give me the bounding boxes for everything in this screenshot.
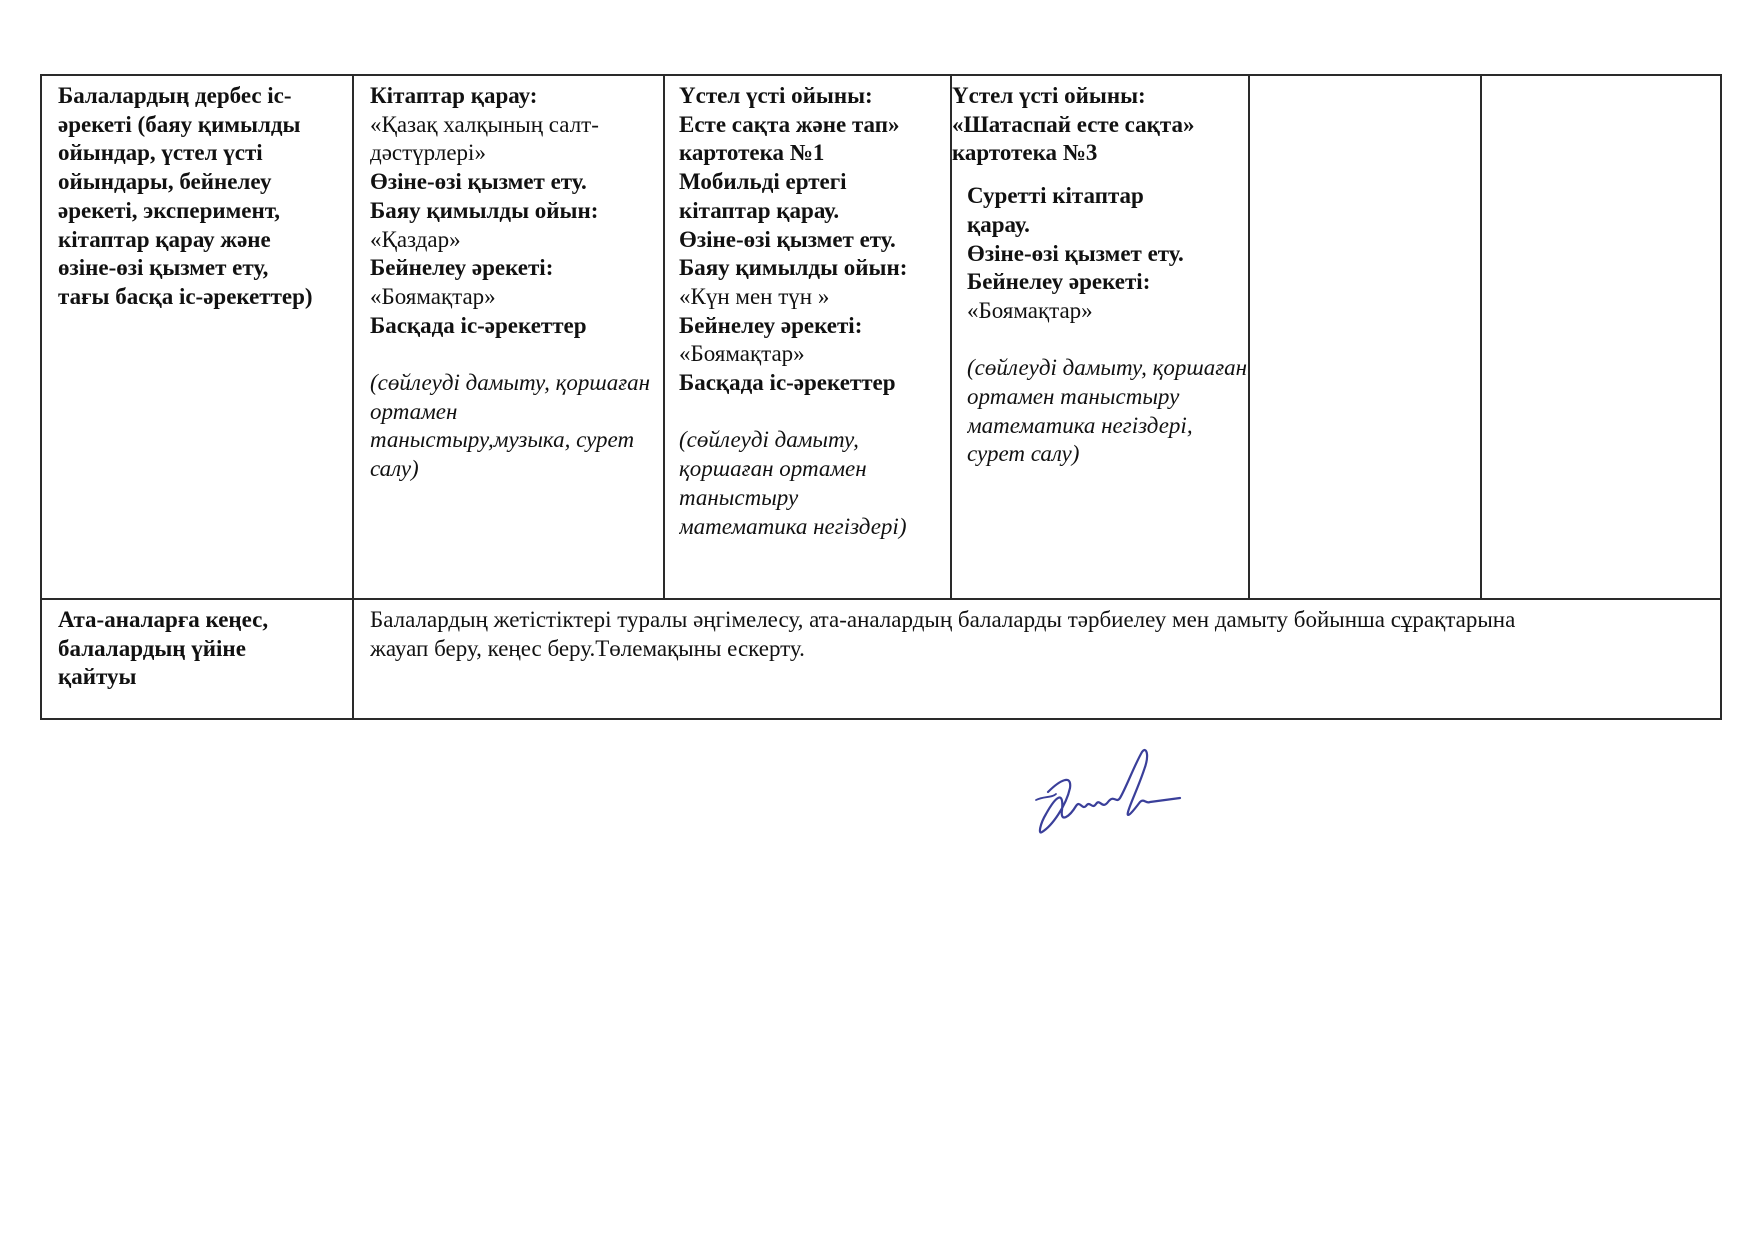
books-name: дәстүрлері» xyxy=(370,140,486,166)
signature-stroke xyxy=(1036,794,1056,800)
row-label-line: әрекеті, эксперимент, xyxy=(58,197,281,223)
table-game-name: Есте сақта және тап» xyxy=(679,111,900,137)
art-title: Бейнелеу әрекеті: xyxy=(370,255,554,281)
row-label-line: өзіне-өзі қызмет ету, xyxy=(58,255,269,281)
books-title: Кітаптар қарау: xyxy=(370,83,538,108)
table-row xyxy=(41,75,1721,599)
self-service: Өзіне-өзі қызмет ету. xyxy=(679,226,896,252)
row-label-line: балалардың үйіне xyxy=(58,635,246,661)
table-game-title: Үстел үсті ойыны: xyxy=(679,83,873,108)
activity-cell-day3 xyxy=(951,75,1249,599)
signature xyxy=(1030,740,1200,840)
art-name: «Боямақтар» xyxy=(679,341,805,367)
picture-books: Суретті кітаптар xyxy=(967,183,1144,209)
picture-books: қарау. xyxy=(967,211,1030,237)
empty-cell-day4 xyxy=(1249,75,1481,599)
art-title: Бейнелеу әрекеті: xyxy=(679,312,863,338)
art-title: Бейнелеу әрекеті: xyxy=(967,269,1151,295)
other-activities-title: Басқада іс-әрекеттер xyxy=(679,370,896,396)
empty-cell-day5 xyxy=(1481,75,1721,599)
activity-note: салу) xyxy=(370,456,419,482)
activity-note: (сөйлеуді дамыту, қоршаған xyxy=(967,355,1248,381)
activity-note: қоршаған ортамен xyxy=(679,456,867,482)
row-label-line: қайтуы xyxy=(58,664,137,690)
activity-note: математика негіздері) xyxy=(679,513,907,539)
mobile-tale: Мобильді ертегі xyxy=(679,169,847,195)
activity-cell-day1 xyxy=(353,75,664,599)
other-activities-title: Басқада іс-әрекеттер xyxy=(370,312,587,338)
row-label-line: ойындары, бейнелеу xyxy=(58,169,272,195)
table-row xyxy=(41,599,1721,719)
activity-note: таныстыру xyxy=(679,484,799,510)
art-name: «Боямақтар» xyxy=(370,283,496,309)
slow-game-title: Баяу қимылды ойын: xyxy=(370,197,599,223)
row-label-cell xyxy=(41,75,353,599)
activity-note: математика негіздері, xyxy=(967,412,1193,438)
activity-note: (сөйлеуді дамыту, қоршаған xyxy=(370,370,651,396)
activity-note: (сөйлеуді дамыту, xyxy=(679,427,859,453)
row-label-line: әрекеті (баяу қимылды xyxy=(58,111,301,137)
activity-note: сурет салу) xyxy=(967,441,1080,467)
row-label-line: Ата-аналарға кеңес, xyxy=(58,607,269,632)
row-label-cell xyxy=(41,599,353,719)
table-game-title: Үстел үсті ойыны: xyxy=(952,83,1146,108)
mobile-tale: кітаптар қарау. xyxy=(679,197,840,223)
self-service: Өзіне-өзі қызмет ету. xyxy=(967,240,1184,266)
row-label-line: кітаптар қарау және xyxy=(58,226,271,252)
slow-game-name: «Күн мен түн » xyxy=(679,283,830,309)
activity-note: таныстыру,музыка, сурет xyxy=(370,427,635,453)
activity-cell-day2 xyxy=(664,75,951,599)
activity-note: ортамен xyxy=(370,398,458,424)
card-number: картотека №1 xyxy=(679,140,825,166)
activity-note: ортамен таныстыру xyxy=(967,384,1180,410)
books-name: «Қазақ халқының салт- xyxy=(370,111,599,137)
table-game-name: «Шатаспай есте сақта» xyxy=(952,111,1195,137)
row-label-line: Балалардың дербес іс- xyxy=(58,83,292,108)
signature-stroke xyxy=(1040,750,1180,832)
row-label-line: ойындар, үстел үсті xyxy=(58,140,263,166)
schedule-table xyxy=(40,74,1722,720)
slow-game-title: Баяу қимылды ойын: xyxy=(679,255,908,281)
parents-advice-text: жауап беру, кеңес беру.Төлемақыны ескерту. xyxy=(370,635,805,661)
self-service: Өзіне-өзі қызмет ету. xyxy=(370,169,587,195)
art-name: «Боямақтар» xyxy=(967,297,1093,323)
card-number: картотека №3 xyxy=(952,140,1098,166)
parents-advice-text: Балалардың жетістіктері туралы әңгімелесу, ата-аналардың балаларды тәрбиелеу мен дамыту бойынша сұрақтарына xyxy=(370,607,1516,632)
parents-advice-cell xyxy=(353,599,1721,719)
row-label-line: тағы басқа іс-әрекеттер) xyxy=(58,283,313,309)
slow-game-name: «Қаздар» xyxy=(370,226,461,252)
